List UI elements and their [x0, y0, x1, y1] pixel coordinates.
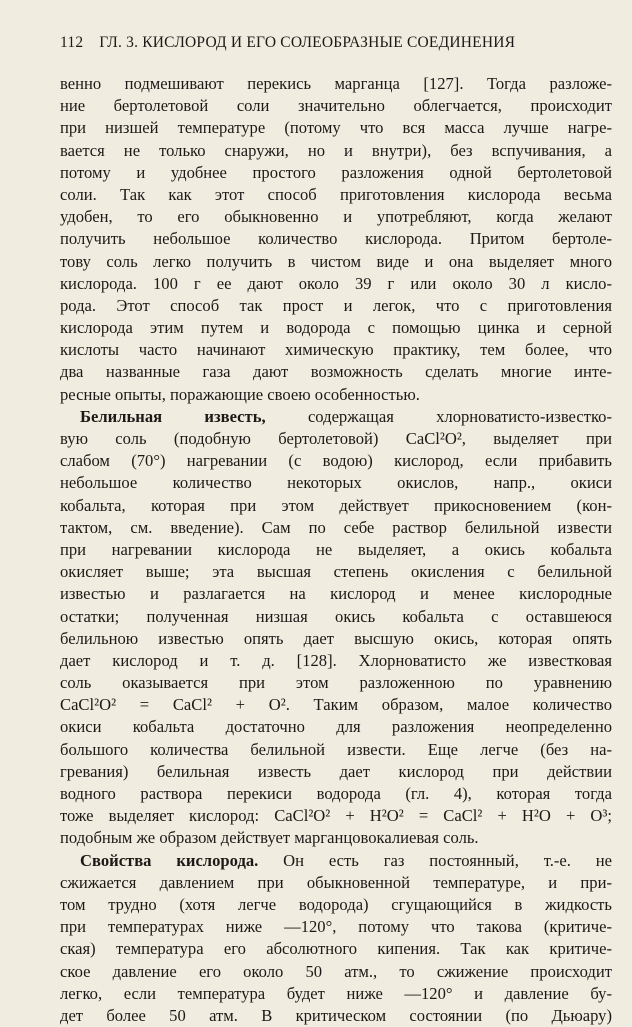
text-line: гревания) белильная известь дает кислород при действии — [60, 761, 612, 781]
text-line: белильною известью опять дает высшую окись, которая опять — [60, 628, 612, 648]
text-line: ресные опыты, поражающие своею особенностью. — [60, 384, 420, 404]
text-line: удобен, то его обыкновенно и употребляют, когда желают — [60, 207, 612, 227]
paragraph-bleaching-powder — [60, 406, 612, 428]
text-line: соль оказывается при этом разложенною по уравнению — [60, 673, 612, 693]
text-line: при низшей температуре (потому что вся масса лучше нагре- — [60, 118, 612, 138]
bold-heading: Белильная известь, — [80, 406, 266, 426]
bold-heading: Свойства кислорода. — [80, 850, 259, 870]
text-line: подобным же образом действует марганцовокалиевая соль. — [60, 828, 479, 848]
text-line: слабом (70°) нагревании (с водою) кислород, если прибавить — [60, 451, 612, 471]
text-line: водного раствора перекиси водорода (гл. 4), которая тогда — [60, 784, 612, 803]
formula-line: тоже выделяет кислород: CaCl²O² + H²O² = CaCl² + H²O + O³; — [60, 806, 612, 826]
text-line: остатки; полученная низшая окись кобальта с оставшеюся — [60, 606, 612, 626]
text-line: тову соль легко получить в чистом виде и она выделяет много — [60, 251, 612, 271]
text-line: венно подмешивают перекись марганца [127]. Тогда разложе- — [60, 74, 612, 93]
text-run: содержащая хлорноватисто-известко- — [307, 406, 612, 426]
text-run: Он есть газ постоянный, т.-е. не — [283, 850, 612, 870]
text-line: том трудно (хотя легче водорода) сгущающийся в жидкость — [60, 894, 612, 914]
text-line: кислоты часто начинают химическую практику, тем более, что — [60, 340, 612, 360]
text-line: потому и удобнее простого разложения одной бертолетовой — [60, 162, 612, 182]
text-line: вается не только снаружи, но и внутри), без вспучивания, а — [60, 140, 612, 160]
page-header — [60, 34, 600, 52]
running-title: ГЛ. 3. КИСЛОРОД И ЕГО СОЛЕОБРАЗНЫЕ СОЕДИНЕНИЯ — [99, 34, 516, 51]
text-line: дет более 50 атм. В критическом состоянии (по Дьюару) — [60, 1005, 612, 1025]
text-line: кислорода этим путем и водорода с помощью цинка и серной — [60, 318, 612, 338]
paragraph-oxygen-properties — [60, 850, 612, 872]
text-line: сжижается давлением при обыкновенной температуре, и при- — [60, 872, 612, 892]
text-line: соли. Так как этот способ приготовления кислорода весьма — [60, 184, 612, 204]
text-line: ние бертолетовой соли значительно облегчается, происходит — [60, 96, 612, 116]
text-line: при температурах ниже —120°, потому что такова (критиче- — [60, 917, 612, 937]
text-line: дает кислород и т. д. [128]. Хлорноватисто же известковая — [60, 650, 612, 670]
text-line: кислорода. 100 г ее дают около 39 г или около 30 л кисло- — [60, 273, 612, 293]
formula-line: CaCl²O² = CaCl² + O². Таким образом, малое количество — [60, 695, 612, 715]
body-text — [60, 73, 612, 1027]
text-line: при нагревании кислорода не выделяет, а окись кобальта — [60, 539, 612, 559]
text-line: окисляет выше; эта высшая степень окисления с белильной — [60, 562, 612, 582]
text-line: ская) температура его абсолютного кипения. Так как критиче- — [60, 939, 612, 959]
text-line: известью и разлагается на кислород и менее кислородные — [60, 584, 612, 604]
text-line: получить небольшое количество кислорода. Притом бертоле- — [60, 229, 612, 249]
text-line: окиси кобальта достаточно для разложения неопределенно — [60, 717, 612, 737]
text-line: рода. Этот способ так прост и легок, что с приготовления — [60, 295, 612, 315]
text-line: большого количества белильной извести. Еще легче (без на- — [60, 739, 612, 759]
text-line: легко, если температура будет ниже —120° и давление бу- — [60, 983, 612, 1003]
text-line: кобальта, которая при этом действует прикосновением (кон- — [60, 495, 612, 515]
text-line: ское давление его около 50 атм., то сжижение происходит — [60, 961, 612, 981]
page-number: 112 — [60, 34, 84, 51]
text-line: два названные газа дают возможность сделать многие инте- — [60, 362, 612, 382]
text-line: тактом, см. введение). Сам по себе раствор белильной извести — [60, 517, 612, 537]
text-line: вую соль (подобную бертолетовой) CaCl²O², выделяет при — [60, 429, 612, 448]
text-line: небольшое количество некоторых окислов, напр., окиси — [60, 473, 612, 493]
